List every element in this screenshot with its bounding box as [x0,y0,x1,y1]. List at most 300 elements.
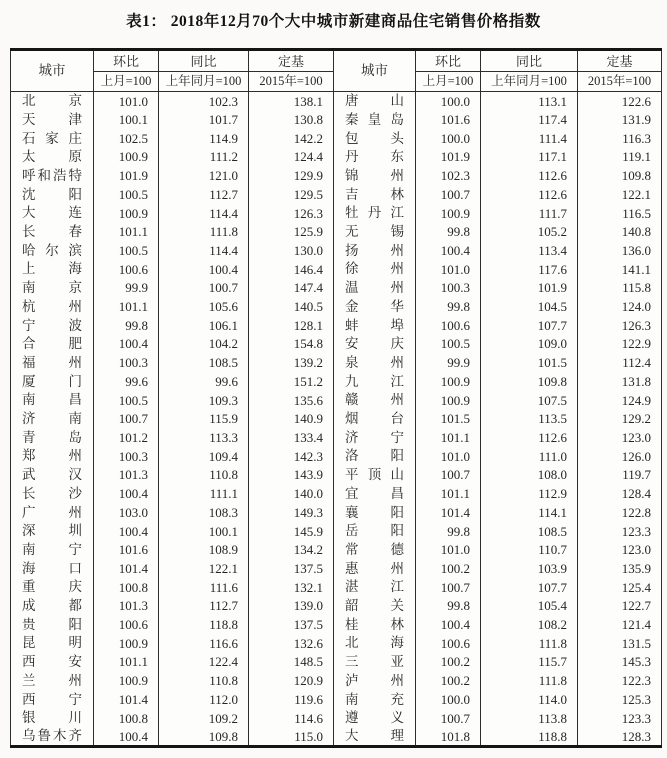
base-cell-left: 132.1 [249,578,334,597]
yoy-cell-left: 110.8 [159,466,249,485]
mom-cell-right: 101.8 [416,727,481,746]
yoy-cell-left: 109.4 [159,447,249,466]
city-cell-left: 武汉 [11,466,94,485]
table-row [11,653,662,672]
city-cell-right: 九江 [334,372,416,391]
yoy-cell-left: 108.3 [159,503,249,522]
yoy-cell-left: 100.1 [159,522,249,541]
base-cell-left: 132.6 [249,634,334,653]
city-cell-right: 遵义 [334,709,416,728]
base-cell-right: 122.6 [578,92,662,111]
base-cell-right: 125.4 [578,578,662,597]
mom-cell-right: 101.5 [416,409,481,428]
yoy-cell-left: 105.6 [159,297,249,316]
base-cell-left: 151.2 [249,372,334,391]
yoy-cell-left: 102.3 [159,92,249,111]
mom-cell-left: 100.5 [94,391,159,410]
mom-cell-right: 100.3 [416,279,481,298]
city-cell-left: 重庆 [11,578,94,597]
mom-cell-right: 100.5 [416,335,481,354]
yoy-cell-left: 108.9 [159,540,249,559]
mom-cell-left: 100.8 [94,578,159,597]
base-cell-left: 149.3 [249,503,334,522]
mom-cell-left: 100.6 [94,615,159,634]
yoy-cell-left: 111.1 [159,484,249,503]
base-cell-left: 125.9 [249,222,334,241]
base-cell-right: 136.0 [578,241,662,260]
table-row [11,166,662,185]
mom-cell-left: 100.4 [94,522,159,541]
base-cell-right: 145.3 [578,653,662,672]
mom-cell-left: 101.2 [94,428,159,447]
mom-cell-right: 100.0 [416,129,481,148]
mom-cell-left: 100.3 [94,353,159,372]
mom-cell-left: 100.7 [94,409,159,428]
table-row [11,447,662,466]
city-cell-right: 秦皇岛 [334,110,416,129]
base-cell-left: 154.8 [249,335,334,354]
base-cell-left: 119.6 [249,690,334,709]
table-row [11,634,662,653]
city-cell-left: 成都 [11,596,94,615]
table-row [11,353,662,372]
base-cell-right: 122.9 [578,335,662,354]
base-cell-right: 119.7 [578,466,662,485]
mom-cell-right: 100.7 [416,578,481,597]
header-mom-right: 环比 [416,50,481,72]
yoy-cell-left: 114.4 [159,204,249,223]
mom-cell-left: 103.0 [94,503,159,522]
city-cell-left: 北京 [11,92,94,111]
mom-cell-right: 101.6 [416,110,481,129]
mom-cell-right: 100.9 [416,204,481,223]
yoy-cell-left: 109.2 [159,709,249,728]
table-row [11,709,662,728]
yoy-cell-right: 113.5 [481,409,578,428]
base-cell-right: 128.3 [578,727,662,746]
mom-cell-right: 100.2 [416,671,481,690]
base-cell-right: 128.4 [578,484,662,503]
yoy-cell-right: 113.1 [481,92,578,111]
mom-cell-right: 101.0 [416,260,481,279]
base-cell-right: 123.0 [578,540,662,559]
table-row [11,503,662,522]
mom-cell-left: 100.1 [94,110,159,129]
city-cell-left: 石家庄 [11,129,94,148]
base-cell-left: 139.0 [249,596,334,615]
base-cell-left: 137.5 [249,615,334,634]
mom-cell-right: 102.3 [416,166,481,185]
base-cell-right: 119.1 [578,148,662,167]
base-cell-left: 137.5 [249,559,334,578]
base-cell-right: 126.3 [578,316,662,335]
base-cell-right: 131.9 [578,110,662,129]
city-cell-right: 丹东 [334,148,416,167]
mom-cell-left: 101.4 [94,690,159,709]
header-base-left: 定基 [249,50,334,72]
table-row [11,596,662,615]
city-cell-right: 泉州 [334,353,416,372]
yoy-cell-right: 107.7 [481,578,578,597]
mom-cell-left: 100.5 [94,241,159,260]
yoy-cell-right: 112.9 [481,484,578,503]
mom-cell-right: 100.0 [416,690,481,709]
base-cell-left: 146.4 [249,260,334,279]
table-row [11,690,662,709]
yoy-cell-right: 108.5 [481,522,578,541]
yoy-cell-right: 115.7 [481,653,578,672]
yoy-cell-left: 115.9 [159,409,249,428]
mom-cell-left: 100.6 [94,260,159,279]
mom-cell-right: 99.9 [416,353,481,372]
city-cell-right: 安庆 [334,335,416,354]
yoy-cell-left: 109.3 [159,391,249,410]
table-row [11,466,662,485]
city-cell-left: 南京 [11,279,94,298]
city-cell-right: 包头 [334,129,416,148]
subheader-yoy-right: 上年同月=100 [481,72,578,92]
mom-cell-right: 100.6 [416,634,481,653]
yoy-cell-left: 122.4 [159,653,249,672]
yoy-cell-left: 100.4 [159,260,249,279]
yoy-cell-left: 106.1 [159,316,249,335]
base-cell-left: 114.6 [249,709,334,728]
base-cell-right: 123.3 [578,522,662,541]
base-cell-left: 130.8 [249,110,334,129]
table-row [11,522,662,541]
city-cell-right: 岳阳 [334,522,416,541]
mom-cell-right: 100.4 [416,615,481,634]
base-cell-right: 123.3 [578,709,662,728]
price-index-table [10,48,662,748]
mom-cell-right: 100.9 [416,372,481,391]
yoy-cell-right: 113.8 [481,709,578,728]
city-cell-right: 襄阳 [334,503,416,522]
city-cell-left: 宁波 [11,316,94,335]
table-row [11,297,662,316]
city-cell-left: 福州 [11,353,94,372]
mom-cell-right: 100.7 [416,185,481,204]
yoy-cell-right: 112.6 [481,185,578,204]
base-cell-right: 109.8 [578,166,662,185]
base-cell-right: 126.0 [578,447,662,466]
base-cell-right: 123.0 [578,428,662,447]
city-cell-left: 济南 [11,409,94,428]
mom-cell-left: 101.1 [94,653,159,672]
yoy-cell-right: 105.4 [481,596,578,615]
city-cell-right: 烟台 [334,409,416,428]
mom-cell-right: 99.8 [416,522,481,541]
city-cell-right: 常德 [334,540,416,559]
mom-cell-left: 100.3 [94,447,159,466]
header-mom-left: 环比 [94,50,159,72]
yoy-cell-right: 117.6 [481,260,578,279]
table-row [11,484,662,503]
base-cell-right: 122.7 [578,596,662,615]
mom-cell-left: 100.8 [94,709,159,728]
city-cell-right: 泸州 [334,671,416,690]
base-cell-left: 134.2 [249,540,334,559]
city-cell-right: 温州 [334,279,416,298]
yoy-cell-left: 122.1 [159,559,249,578]
yoy-cell-right: 111.8 [481,671,578,690]
table-row [11,578,662,597]
header-yoy-right: 同比 [481,50,578,72]
mom-cell-right: 101.9 [416,148,481,167]
yoy-cell-right: 101.5 [481,353,578,372]
city-cell-right: 锦州 [334,166,416,185]
city-cell-left: 青岛 [11,428,94,447]
city-cell-left: 上海 [11,260,94,279]
mom-cell-right: 101.1 [416,428,481,447]
header-yoy-left: 同比 [159,50,249,72]
mom-cell-right: 101.4 [416,503,481,522]
city-cell-left: 合肥 [11,335,94,354]
yoy-cell-left: 110.8 [159,671,249,690]
base-cell-right: 122.3 [578,671,662,690]
yoy-cell-left: 121.0 [159,166,249,185]
table-body [11,92,662,747]
city-cell-left: 南昌 [11,391,94,410]
yoy-cell-right: 111.8 [481,634,578,653]
base-cell-left: 135.6 [249,391,334,410]
base-cell-right: 125.3 [578,690,662,709]
yoy-cell-right: 108.0 [481,466,578,485]
yoy-cell-right: 117.1 [481,148,578,167]
yoy-cell-left: 109.8 [159,727,249,746]
table-header [11,50,662,92]
city-cell-right: 牡丹江 [334,204,416,223]
city-cell-right: 湛江 [334,578,416,597]
mom-cell-right: 100.9 [416,391,481,410]
yoy-cell-right: 117.4 [481,110,578,129]
table-row [11,727,662,746]
subheader-yoy-left: 上年同月=100 [159,72,249,92]
city-cell-right: 金华 [334,297,416,316]
mom-cell-left: 101.4 [94,559,159,578]
yoy-cell-left: 114.9 [159,129,249,148]
city-cell-right: 徐州 [334,260,416,279]
yoy-cell-right: 114.1 [481,503,578,522]
mom-cell-left: 100.9 [94,204,159,223]
table-row [11,671,662,690]
city-cell-left: 天津 [11,110,94,129]
table-row [11,372,662,391]
base-cell-right: 122.1 [578,185,662,204]
base-cell-right: 115.8 [578,279,662,298]
yoy-cell-left: 113.3 [159,428,249,447]
city-cell-left: 海口 [11,559,94,578]
mom-cell-left: 101.1 [94,297,159,316]
yoy-cell-left: 111.6 [159,578,249,597]
base-cell-left: 133.4 [249,428,334,447]
base-cell-right: 140.8 [578,222,662,241]
table-row [11,559,662,578]
city-cell-right: 平顶山 [334,466,416,485]
mom-cell-right: 100.2 [416,653,481,672]
city-cell-left: 昆明 [11,634,94,653]
yoy-cell-left: 114.4 [159,241,249,260]
city-cell-right: 无锡 [334,222,416,241]
city-cell-left: 长沙 [11,484,94,503]
city-cell-left: 太原 [11,148,94,167]
table-row [11,428,662,447]
yoy-cell-right: 112.6 [481,166,578,185]
yoy-cell-left: 108.5 [159,353,249,372]
mom-cell-right: 100.7 [416,466,481,485]
yoy-cell-left: 118.8 [159,615,249,634]
header-base-right: 定基 [578,50,662,72]
yoy-cell-right: 111.7 [481,204,578,223]
base-cell-right: 135.9 [578,559,662,578]
base-cell-right: 131.8 [578,372,662,391]
mom-cell-left: 100.4 [94,484,159,503]
base-cell-left: 139.2 [249,353,334,372]
city-cell-right: 吉林 [334,185,416,204]
mom-cell-left: 101.0 [94,92,159,111]
yoy-cell-right: 112.6 [481,428,578,447]
base-cell-right: 129.2 [578,409,662,428]
yoy-cell-left: 112.7 [159,596,249,615]
mom-cell-left: 101.1 [94,222,159,241]
base-cell-left: 145.9 [249,522,334,541]
city-cell-right: 三亚 [334,653,416,672]
table-row [11,92,662,111]
city-cell-right: 济宁 [334,428,416,447]
yoy-cell-left: 116.6 [159,634,249,653]
table-row [11,129,662,148]
mom-cell-left: 99.8 [94,316,159,335]
yoy-cell-right: 105.2 [481,222,578,241]
city-cell-right: 北海 [334,634,416,653]
table-row [11,391,662,410]
yoy-cell-right: 111.0 [481,447,578,466]
city-cell-right: 唐山 [334,92,416,111]
mom-cell-left: 100.5 [94,185,159,204]
city-cell-left: 厦门 [11,372,94,391]
city-cell-right: 宜昌 [334,484,416,503]
base-cell-left: 148.5 [249,653,334,672]
city-cell-left: 兰州 [11,671,94,690]
city-cell-left: 广州 [11,503,94,522]
table-row [11,316,662,335]
subheader-mom-right: 上月=100 [416,72,481,92]
mom-cell-right: 100.0 [416,92,481,111]
mom-cell-right: 100.6 [416,316,481,335]
mom-cell-left: 100.9 [94,634,159,653]
mom-cell-right: 99.8 [416,222,481,241]
base-cell-right: 122.8 [578,503,662,522]
mom-cell-left: 100.9 [94,148,159,167]
base-cell-left: 130.0 [249,241,334,260]
mom-cell-right: 100.7 [416,709,481,728]
base-cell-right: 112.4 [578,353,662,372]
base-cell-right: 116.5 [578,204,662,223]
table-row [11,185,662,204]
subheader-base-left: 2015年=100 [249,72,334,92]
header-city-right: 城市 [334,50,416,92]
yoy-cell-left: 112.7 [159,185,249,204]
table-row [11,110,662,129]
city-cell-right: 韶关 [334,596,416,615]
city-cell-left: 南宁 [11,540,94,559]
table-row [11,148,662,167]
base-cell-left: 143.9 [249,466,334,485]
city-cell-left: 哈尔滨 [11,241,94,260]
yoy-cell-right: 107.7 [481,316,578,335]
mom-cell-left: 99.9 [94,279,159,298]
base-cell-left: 120.9 [249,671,334,690]
city-cell-right: 大理 [334,727,416,746]
yoy-cell-left: 111.8 [159,222,249,241]
base-cell-right: 131.5 [578,634,662,653]
base-cell-left: 128.1 [249,316,334,335]
mom-cell-right: 99.8 [416,596,481,615]
mom-cell-left: 102.5 [94,129,159,148]
city-cell-right: 桂林 [334,615,416,634]
yoy-cell-left: 99.6 [159,372,249,391]
base-cell-left: 124.4 [249,148,334,167]
table-row [11,204,662,223]
mom-cell-right: 101.1 [416,484,481,503]
city-cell-right: 赣州 [334,391,416,410]
subheader-mom-left: 上月=100 [94,72,159,92]
city-cell-right: 扬州 [334,241,416,260]
city-cell-right: 洛阳 [334,447,416,466]
yoy-cell-left: 104.2 [159,335,249,354]
mom-cell-left: 100.4 [94,727,159,746]
base-cell-left: 142.3 [249,447,334,466]
yoy-cell-right: 108.2 [481,615,578,634]
table-row [11,222,662,241]
yoy-cell-right: 110.7 [481,540,578,559]
city-cell-left: 杭州 [11,297,94,316]
city-cell-left: 郑州 [11,447,94,466]
base-cell-left: 140.5 [249,297,334,316]
yoy-cell-right: 109.0 [481,335,578,354]
base-cell-left: 129.9 [249,166,334,185]
city-cell-left: 银川 [11,709,94,728]
mom-cell-left: 100.4 [94,335,159,354]
mom-cell-right: 100.4 [416,241,481,260]
mom-cell-left: 101.9 [94,166,159,185]
header-city-left: 城市 [11,50,94,92]
mom-cell-left: 101.3 [94,596,159,615]
table-row [11,260,662,279]
base-cell-left: 140.9 [249,409,334,428]
base-cell-left: 115.0 [249,727,334,746]
yoy-cell-left: 111.2 [159,148,249,167]
city-cell-left: 大连 [11,204,94,223]
table-row [11,335,662,354]
city-cell-left: 贵阳 [11,615,94,634]
city-cell-left: 西宁 [11,690,94,709]
mom-cell-left: 99.6 [94,372,159,391]
base-cell-left: 140.0 [249,484,334,503]
city-cell-left: 西安 [11,653,94,672]
city-cell-right: 蚌埠 [334,316,416,335]
table-row [11,279,662,298]
table-row [11,241,662,260]
mom-cell-left: 101.6 [94,540,159,559]
yoy-cell-left: 112.0 [159,690,249,709]
yoy-cell-right: 113.4 [481,241,578,260]
yoy-cell-right: 101.9 [481,279,578,298]
base-cell-left: 129.5 [249,185,334,204]
yoy-cell-right: 103.9 [481,559,578,578]
table-row [11,540,662,559]
yoy-cell-right: 109.8 [481,372,578,391]
